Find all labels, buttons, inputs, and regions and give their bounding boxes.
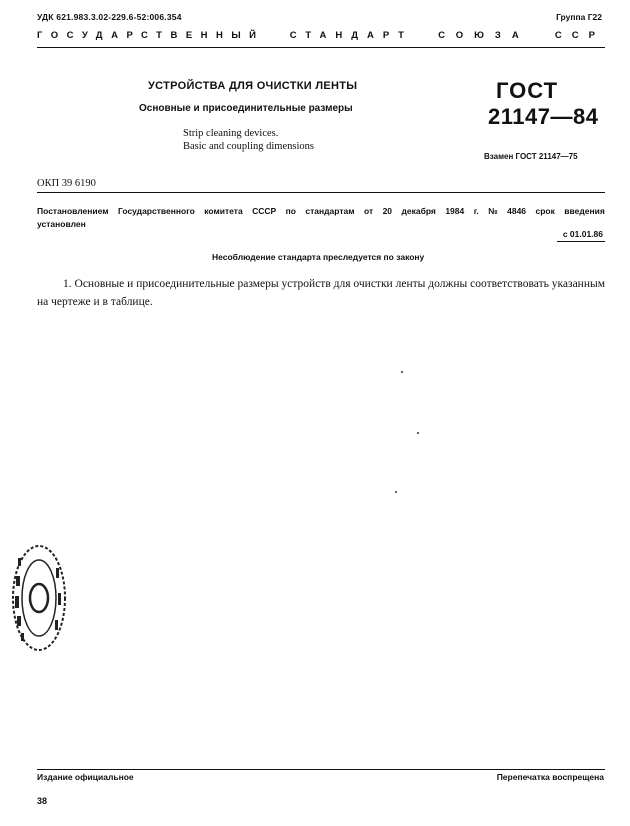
gost-number: 21147—84 [488,104,599,129]
stamp-mark [17,616,21,626]
gost-label: ГОСТ [496,78,559,103]
footer-rule [37,769,605,770]
effective-date: с 01.01.86 [562,229,603,239]
stamp-mark [18,558,21,566]
title-ru-sub: Основные и присоединительные размеры [139,103,353,114]
banner-word: ССР [554,30,605,41]
replaces-note: Взамен ГОСТ 21147—75 [484,152,578,161]
group-code: Группа Г22 [556,12,602,22]
stamp-mark [16,576,20,586]
decree-word: 4846 [507,206,527,216]
decree-line2: установлен [37,219,86,229]
decree-word: по [285,206,296,216]
decree-word: Государственного [117,206,195,216]
title-en [183,127,314,153]
banner-word: ГОСУДАРСТВЕННЫЙ [37,30,265,41]
stamp-mark [55,620,58,630]
banner-word: СОЮЗА [438,30,530,41]
okp-code: ОКП 39 6190 [37,178,96,189]
decree-word: декабря [401,206,436,216]
decree-line1 [37,205,605,218]
paragraph-1-text: 1. Основные и присоединительные размеры устройств для очистки ленты должны соответствовать указанным на чертеже и в таблице. [37,278,605,308]
stamp-mark [15,596,19,608]
stamp-inner-ring [22,560,56,636]
speck [401,371,403,373]
title-ru-main: УСТРОЙСТВА ДЛЯ ОЧИСТКИ ЛЕНТЫ [148,80,358,92]
stamp-mark [56,568,59,578]
decree-word: Постановлением [37,206,109,216]
decree-word: 20 [382,206,393,216]
state-standard-banner [37,30,605,44]
speck [417,432,419,434]
decree-word: № [488,206,498,216]
library-stamp [6,538,72,658]
effective-date-underline [557,241,605,242]
title-en-line2: Basic and coupling dimensions [183,141,314,152]
title-en-line1: Strip cleaning devices. [183,128,279,139]
decree-word: от [363,206,374,216]
decree-word: СССР [252,206,277,216]
page-number: 38 [37,796,48,806]
reprint-prohibited: Перепечатка воспрещена [496,772,604,782]
nonconformity-notice: Несоблюдение стандарта преследуется по закону [212,252,425,262]
decree-word: комитета [204,206,243,216]
decree-word: 1984 [445,206,465,216]
decree-word: срок [535,206,555,216]
stamp-mark [21,633,24,641]
decree-word: г. [473,206,479,216]
stamp-mark [58,593,61,605]
udk-code: УДК 621.983.3.02-229.6-52:006.354 [37,12,182,22]
stamp-center [30,584,48,612]
header-rule [37,47,605,48]
official-edition: Издание официальное [37,772,134,782]
paragraph-1 [37,275,605,311]
banner-word: СТАНДАРТ [289,30,413,41]
decree-word: введения [564,206,605,216]
okp-rule [37,192,605,193]
decree-word: стандартам [305,206,355,216]
decree-text [37,205,605,231]
speck [395,491,397,493]
